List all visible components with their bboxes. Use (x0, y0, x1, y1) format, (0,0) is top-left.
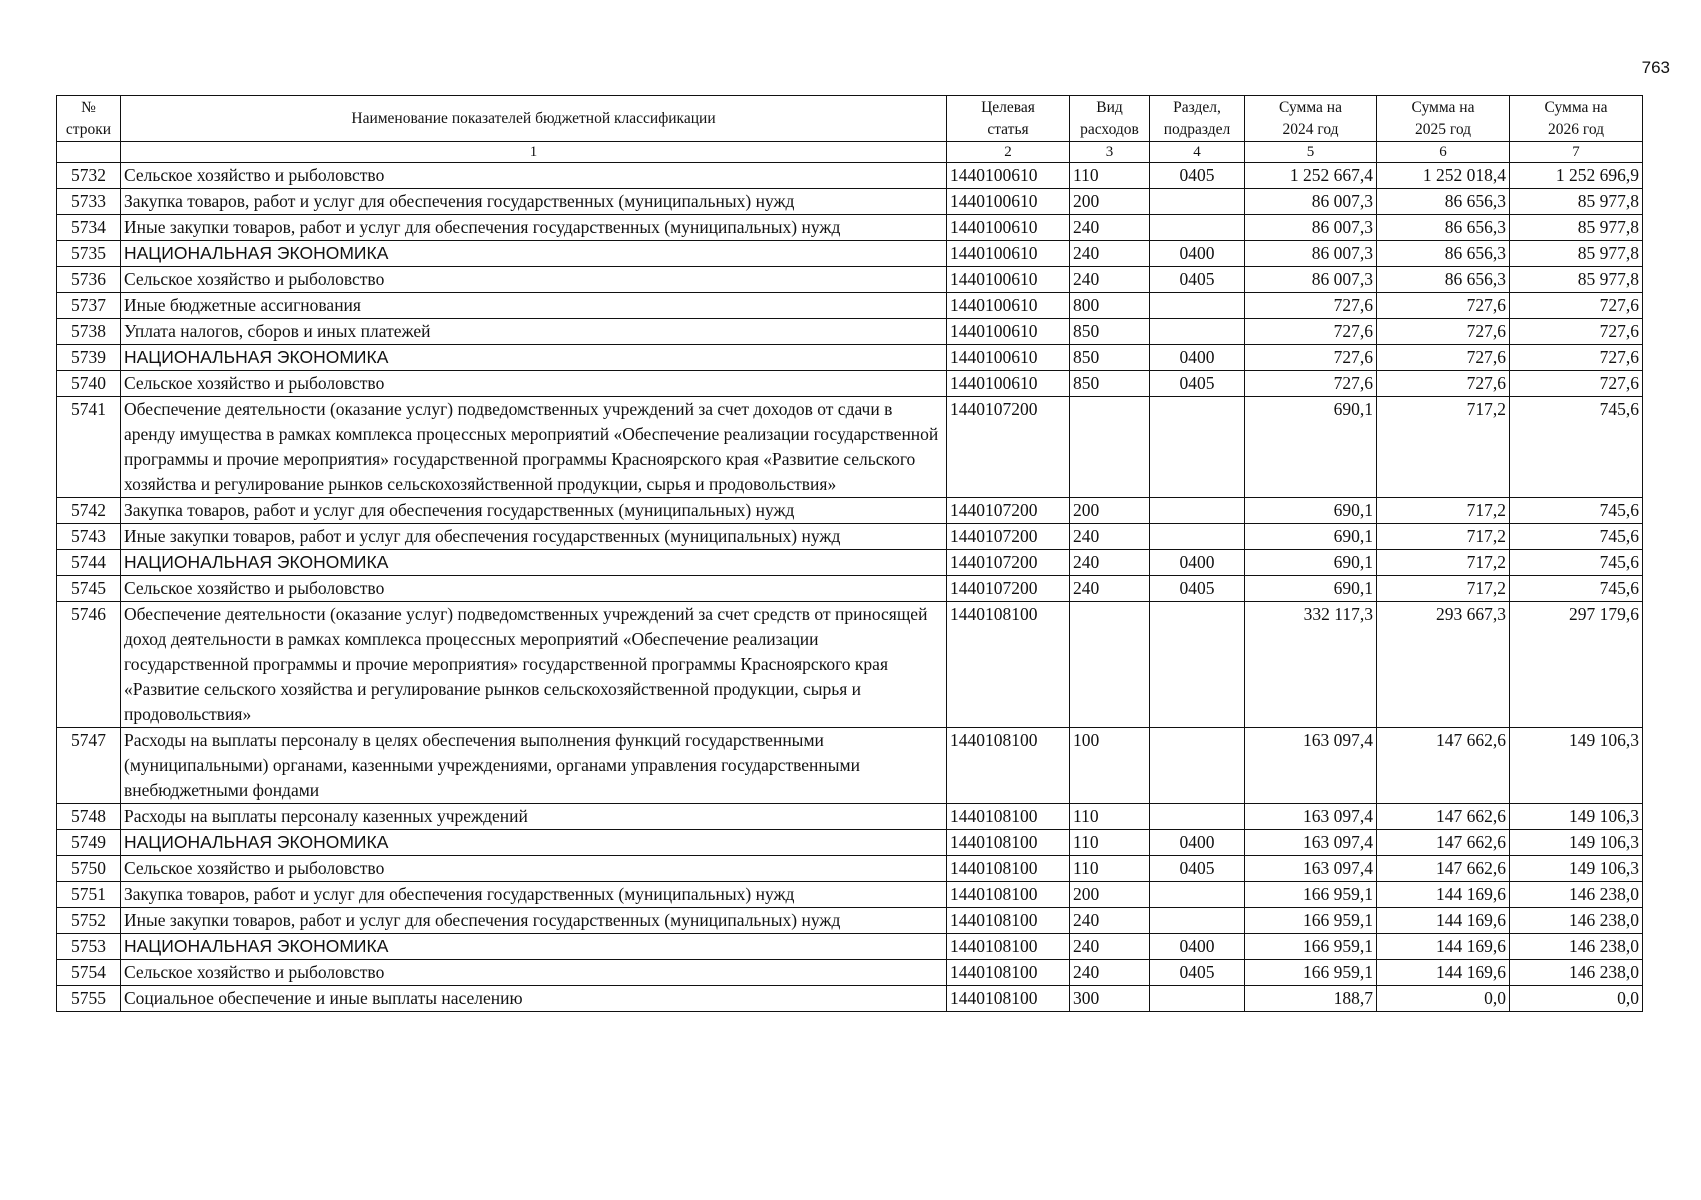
row-section (1150, 215, 1245, 241)
column-number: 4 (1150, 142, 1245, 163)
row-sum-2025: 147 662,6 (1377, 804, 1510, 830)
table-row (57, 960, 1643, 986)
row-sum-2025: 727,6 (1377, 371, 1510, 397)
row-number: 5733 (57, 189, 121, 215)
row-sum-2024: 86 007,3 (1245, 267, 1377, 293)
row-number: 5744 (57, 550, 121, 576)
row-section: 0400 (1150, 345, 1245, 371)
row-expense-kind (1070, 397, 1150, 498)
table-row (57, 215, 1643, 241)
row-number: 5746 (57, 602, 121, 728)
row-sum-2025: 727,6 (1377, 345, 1510, 371)
row-name: Обеспечение деятельности (оказание услуг) подведомственных учреждений за счет средств от приносящей доход деятельности в рамках комплекса процессных мероприятий «Обеспечение реализации государственной программы и прочие мероприятия» государственной программы Красноярского края «Развитие сельского хозяйства и регулирование рынков сельскохозяйственной продукции, сырья и продовольствия» (121, 602, 947, 728)
row-number: 5741 (57, 397, 121, 498)
row-section (1150, 602, 1245, 728)
row-sum-2025: 144 169,6 (1377, 882, 1510, 908)
row-sum-2025: 0,0 (1377, 986, 1510, 1012)
row-sum-2026: 146 238,0 (1510, 934, 1643, 960)
column-number: 2 (947, 142, 1070, 163)
table-row (57, 345, 1643, 371)
row-sum-2025: 727,6 (1377, 319, 1510, 345)
table-row (57, 267, 1643, 293)
row-number: 5748 (57, 804, 121, 830)
row-expense-kind: 240 (1070, 934, 1150, 960)
row-name: Сельское хозяйство и рыболовство (121, 371, 947, 397)
row-section (1150, 908, 1245, 934)
row-sum-2026: 146 238,0 (1510, 908, 1643, 934)
column-number: 7 (1510, 142, 1643, 163)
row-name: Иные закупки товаров, работ и услуг для обеспечения государственных (муниципальных) нужд (121, 524, 947, 550)
row-name: Закупка товаров, работ и услуг для обеспечения государственных (муниципальных) нужд (121, 498, 947, 524)
row-section: 0405 (1150, 960, 1245, 986)
row-sum-2025: 144 169,6 (1377, 908, 1510, 934)
row-number: 5747 (57, 728, 121, 804)
row-sum-2024: 690,1 (1245, 397, 1377, 498)
row-name: Закупка товаров, работ и услуг для обеспечения государственных (муниципальных) нужд (121, 189, 947, 215)
row-name: Уплата налогов, сборов и иных платежей (121, 319, 947, 345)
row-name: НАЦИОНАЛЬНАЯ ЭКОНОМИКА (121, 345, 947, 371)
row-expense-kind: 240 (1070, 576, 1150, 602)
row-target-article: 1440100610 (947, 241, 1070, 267)
row-name: Сельское хозяйство и рыболовство (121, 960, 947, 986)
row-sum-2024: 166 959,1 (1245, 882, 1377, 908)
row-sum-2025: 293 667,3 (1377, 602, 1510, 728)
column-number: 3 (1070, 142, 1150, 163)
row-sum-2024: 86 007,3 (1245, 189, 1377, 215)
header-name: Наименование показателей бюджетной классификации (121, 96, 947, 142)
row-number: 5736 (57, 267, 121, 293)
row-number: 5734 (57, 215, 121, 241)
row-name: Сельское хозяйство и рыболовство (121, 856, 947, 882)
row-number: 5743 (57, 524, 121, 550)
row-sum-2026: 297 179,6 (1510, 602, 1643, 728)
row-expense-kind: 240 (1070, 241, 1150, 267)
row-sum-2025: 147 662,6 (1377, 728, 1510, 804)
row-expense-kind: 110 (1070, 830, 1150, 856)
row-target-article: 1440100610 (947, 215, 1070, 241)
table-row (57, 728, 1643, 804)
row-sum-2024: 163 097,4 (1245, 728, 1377, 804)
row-sum-2026: 745,6 (1510, 498, 1643, 524)
row-number: 5752 (57, 908, 121, 934)
row-sum-2026: 727,6 (1510, 345, 1643, 371)
row-sum-2024: 727,6 (1245, 345, 1377, 371)
row-target-article: 1440108100 (947, 728, 1070, 804)
column-number-row (57, 142, 1643, 163)
row-sum-2025: 727,6 (1377, 293, 1510, 319)
row-expense-kind: 110 (1070, 856, 1150, 882)
row-expense-kind: 240 (1070, 908, 1150, 934)
row-name: Сельское хозяйство и рыболовство (121, 163, 947, 189)
row-sum-2026: 146 238,0 (1510, 960, 1643, 986)
row-sum-2025: 144 169,6 (1377, 960, 1510, 986)
table-row (57, 293, 1643, 319)
row-expense-kind: 850 (1070, 371, 1150, 397)
row-sum-2026: 727,6 (1510, 371, 1643, 397)
row-number: 5745 (57, 576, 121, 602)
row-name: Социальное обеспечение и иные выплаты населению (121, 986, 947, 1012)
row-sum-2024: 727,6 (1245, 293, 1377, 319)
row-name: НАЦИОНАЛЬНАЯ ЭКОНОМИКА (121, 241, 947, 267)
table-row (57, 830, 1643, 856)
row-number: 5740 (57, 371, 121, 397)
page-number: 763 (1641, 58, 1670, 77)
row-section: 0405 (1150, 267, 1245, 293)
row-target-article: 1440108100 (947, 830, 1070, 856)
header-target: Целевая статья (947, 96, 1070, 142)
row-sum-2026: 149 106,3 (1510, 830, 1643, 856)
row-sum-2026: 149 106,3 (1510, 728, 1643, 804)
row-sum-2026: 85 977,8 (1510, 241, 1643, 267)
column-number: 6 (1377, 142, 1510, 163)
row-expense-kind: 240 (1070, 267, 1150, 293)
table-row (57, 241, 1643, 267)
row-sum-2025: 147 662,6 (1377, 856, 1510, 882)
column-number (57, 142, 121, 163)
row-expense-kind: 110 (1070, 804, 1150, 830)
row-target-article: 1440108100 (947, 856, 1070, 882)
row-section: 0405 (1150, 371, 1245, 397)
row-target-article: 1440108100 (947, 804, 1070, 830)
row-name: Расходы на выплаты персоналу казенных учреждений (121, 804, 947, 830)
table-row (57, 882, 1643, 908)
row-sum-2026: 745,6 (1510, 397, 1643, 498)
row-sum-2025: 717,2 (1377, 550, 1510, 576)
row-target-article: 1440108100 (947, 934, 1070, 960)
row-section (1150, 397, 1245, 498)
row-section: 0405 (1150, 856, 1245, 882)
table-row (57, 524, 1643, 550)
row-sum-2025: 1 252 018,4 (1377, 163, 1510, 189)
row-section (1150, 986, 1245, 1012)
row-target-article: 1440107200 (947, 550, 1070, 576)
row-sum-2024: 86 007,3 (1245, 241, 1377, 267)
header-kind: Вид расходов (1070, 96, 1150, 142)
row-sum-2026: 85 977,8 (1510, 267, 1643, 293)
row-section: 0400 (1150, 550, 1245, 576)
column-number: 5 (1245, 142, 1377, 163)
table-row (57, 934, 1643, 960)
row-sum-2026: 149 106,3 (1510, 856, 1643, 882)
row-sum-2025: 86 656,3 (1377, 241, 1510, 267)
row-sum-2024: 332 117,3 (1245, 602, 1377, 728)
row-target-article: 1440100610 (947, 267, 1070, 293)
row-sum-2024: 690,1 (1245, 524, 1377, 550)
row-name: Обеспечение деятельности (оказание услуг) подведомственных учреждений за счет доходов от сдачи в аренду имущества в рамках комплекса процессных мероприятий «Обеспечение реализации государственной программы и прочие мероприятия» государственной программы Красноярского края «Развитие сельского хозяйства и регулирование рынков сельскохозяйственной продукции, сырья и продовольствия» (121, 397, 947, 498)
row-name: Сельское хозяйство и рыболовство (121, 576, 947, 602)
row-sum-2026: 727,6 (1510, 293, 1643, 319)
budget-table (56, 95, 1643, 1012)
row-number: 5749 (57, 830, 121, 856)
row-sum-2024: 163 097,4 (1245, 856, 1377, 882)
row-expense-kind: 240 (1070, 550, 1150, 576)
row-number: 5742 (57, 498, 121, 524)
row-name: Расходы на выплаты персоналу в целях обеспечения выполнения функций государственными (муниципальными) органами, казенными учреждениями, органами управления государственными внебюджетными фондами (121, 728, 947, 804)
row-sum-2026: 0,0 (1510, 986, 1643, 1012)
row-target-article: 1440108100 (947, 602, 1070, 728)
row-section: 0405 (1150, 576, 1245, 602)
row-sum-2024: 690,1 (1245, 576, 1377, 602)
row-expense-kind: 110 (1070, 163, 1150, 189)
row-target-article: 1440100610 (947, 345, 1070, 371)
row-number: 5750 (57, 856, 121, 882)
row-expense-kind: 240 (1070, 524, 1150, 550)
table-row (57, 856, 1643, 882)
row-expense-kind: 850 (1070, 319, 1150, 345)
table-row (57, 371, 1643, 397)
row-sum-2025: 144 169,6 (1377, 934, 1510, 960)
table-row (57, 602, 1643, 728)
row-sum-2025: 717,2 (1377, 397, 1510, 498)
row-section (1150, 293, 1245, 319)
row-section: 0400 (1150, 241, 1245, 267)
header-sum-2024: Сумма на 2024 год (1245, 96, 1377, 142)
row-section: 0400 (1150, 934, 1245, 960)
row-sum-2024: 166 959,1 (1245, 908, 1377, 934)
row-sum-2026: 149 106,3 (1510, 804, 1643, 830)
table-row (57, 397, 1643, 498)
table-row (57, 498, 1643, 524)
row-sum-2024: 727,6 (1245, 319, 1377, 345)
row-section: 0400 (1150, 830, 1245, 856)
table-row (57, 163, 1643, 189)
row-expense-kind: 240 (1070, 960, 1150, 986)
row-expense-kind: 240 (1070, 215, 1150, 241)
row-sum-2024: 166 959,1 (1245, 934, 1377, 960)
row-target-article: 1440100610 (947, 163, 1070, 189)
header-sum-2026: Сумма на 2026 год (1510, 96, 1643, 142)
row-number: 5754 (57, 960, 121, 986)
row-expense-kind: 100 (1070, 728, 1150, 804)
row-number: 5735 (57, 241, 121, 267)
header-row-no: № строки (57, 96, 121, 142)
row-sum-2026: 745,6 (1510, 550, 1643, 576)
row-sum-2024: 690,1 (1245, 550, 1377, 576)
row-sum-2025: 147 662,6 (1377, 830, 1510, 856)
row-number: 5755 (57, 986, 121, 1012)
row-name: НАЦИОНАЛЬНАЯ ЭКОНОМИКА (121, 830, 947, 856)
table-row (57, 908, 1643, 934)
row-number: 5732 (57, 163, 121, 189)
row-target-article: 1440100610 (947, 189, 1070, 215)
row-sum-2025: 86 656,3 (1377, 189, 1510, 215)
row-target-article: 1440107200 (947, 498, 1070, 524)
row-section (1150, 189, 1245, 215)
row-sum-2026: 1 252 696,9 (1510, 163, 1643, 189)
table-row (57, 319, 1643, 345)
row-sum-2026: 85 977,8 (1510, 215, 1643, 241)
row-section (1150, 882, 1245, 908)
row-sum-2024: 86 007,3 (1245, 215, 1377, 241)
row-target-article: 1440107200 (947, 576, 1070, 602)
row-sum-2024: 163 097,4 (1245, 804, 1377, 830)
row-expense-kind: 200 (1070, 189, 1150, 215)
header-sum-2025: Сумма на 2025 год (1377, 96, 1510, 142)
row-target-article: 1440108100 (947, 986, 1070, 1012)
row-name: Иные закупки товаров, работ и услуг для обеспечения государственных (муниципальных) нужд (121, 215, 947, 241)
row-target-article: 1440108100 (947, 960, 1070, 986)
row-sum-2025: 717,2 (1377, 498, 1510, 524)
row-sum-2024: 727,6 (1245, 371, 1377, 397)
row-name: Иные закупки товаров, работ и услуг для обеспечения государственных (муниципальных) нужд (121, 908, 947, 934)
table-row (57, 986, 1643, 1012)
row-number: 5751 (57, 882, 121, 908)
row-expense-kind: 200 (1070, 498, 1150, 524)
header-row (57, 96, 1643, 142)
table-body (57, 163, 1643, 1012)
table-row (57, 804, 1643, 830)
row-number: 5739 (57, 345, 121, 371)
row-sum-2024: 163 097,4 (1245, 830, 1377, 856)
row-number: 5737 (57, 293, 121, 319)
row-sum-2025: 86 656,3 (1377, 267, 1510, 293)
row-section (1150, 804, 1245, 830)
header-section: Раздел, подраздел (1150, 96, 1245, 142)
row-name: Закупка товаров, работ и услуг для обеспечения государственных (муниципальных) нужд (121, 882, 947, 908)
row-section: 0405 (1150, 163, 1245, 189)
row-name: НАЦИОНАЛЬНАЯ ЭКОНОМИКА (121, 550, 947, 576)
row-sum-2024: 690,1 (1245, 498, 1377, 524)
row-expense-kind: 850 (1070, 345, 1150, 371)
column-number: 1 (121, 142, 947, 163)
row-sum-2026: 745,6 (1510, 576, 1643, 602)
row-sum-2026: 146 238,0 (1510, 882, 1643, 908)
row-sum-2025: 86 656,3 (1377, 215, 1510, 241)
row-expense-kind: 300 (1070, 986, 1150, 1012)
row-expense-kind: 200 (1070, 882, 1150, 908)
row-section (1150, 524, 1245, 550)
table-row (57, 576, 1643, 602)
row-expense-kind: 800 (1070, 293, 1150, 319)
row-target-article: 1440100610 (947, 293, 1070, 319)
row-name: Иные бюджетные ассигнования (121, 293, 947, 319)
row-name: НАЦИОНАЛЬНАЯ ЭКОНОМИКА (121, 934, 947, 960)
row-sum-2025: 717,2 (1377, 524, 1510, 550)
row-sum-2025: 717,2 (1377, 576, 1510, 602)
row-target-article: 1440100610 (947, 371, 1070, 397)
row-name: Сельское хозяйство и рыболовство (121, 267, 947, 293)
row-target-article: 1440107200 (947, 397, 1070, 498)
table-row (57, 189, 1643, 215)
row-sum-2026: 745,6 (1510, 524, 1643, 550)
row-sum-2024: 166 959,1 (1245, 960, 1377, 986)
row-section (1150, 728, 1245, 804)
row-target-article: 1440108100 (947, 908, 1070, 934)
row-expense-kind (1070, 602, 1150, 728)
row-number: 5753 (57, 934, 121, 960)
row-section (1150, 498, 1245, 524)
row-target-article: 1440108100 (947, 882, 1070, 908)
row-sum-2026: 727,6 (1510, 319, 1643, 345)
table-row (57, 550, 1643, 576)
row-sum-2024: 188,7 (1245, 986, 1377, 1012)
row-target-article: 1440100610 (947, 319, 1070, 345)
row-sum-2026: 85 977,8 (1510, 189, 1643, 215)
row-section (1150, 319, 1245, 345)
row-number: 5738 (57, 319, 121, 345)
row-target-article: 1440107200 (947, 524, 1070, 550)
row-sum-2024: 1 252 667,4 (1245, 163, 1377, 189)
